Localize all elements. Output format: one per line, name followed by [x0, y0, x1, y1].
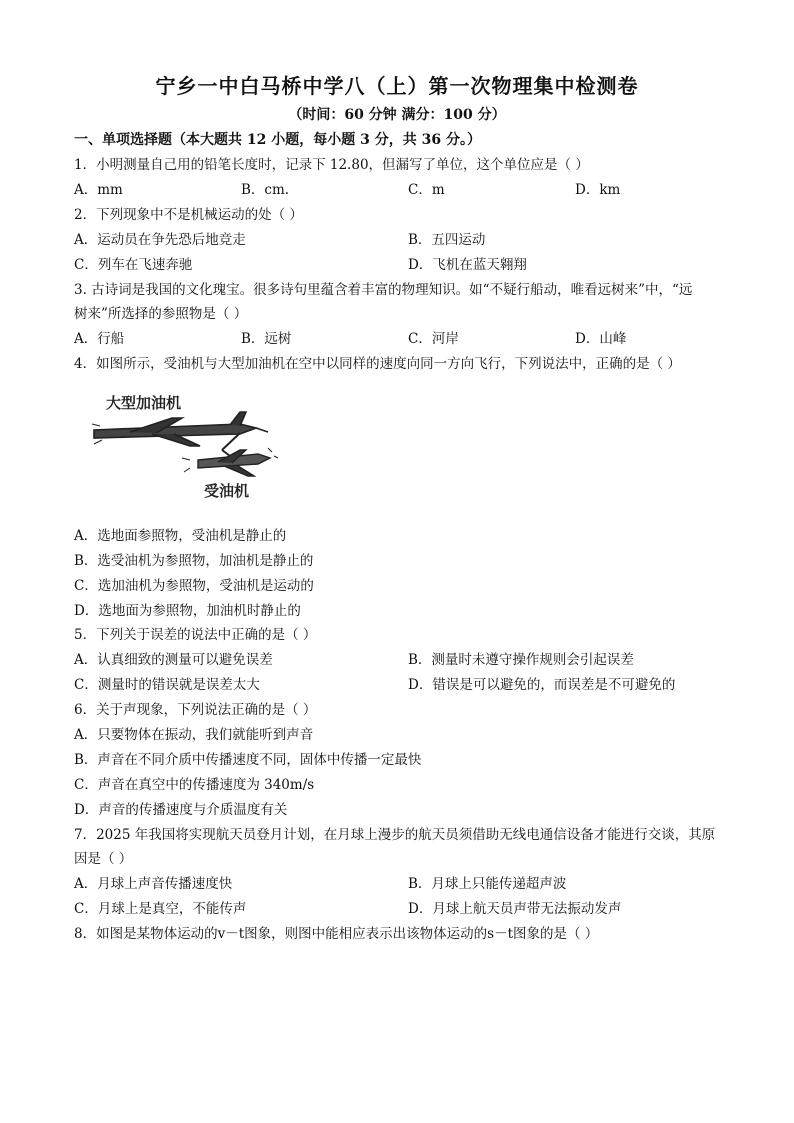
question-1-option-c: C．m	[408, 182, 445, 198]
question-3-stem-line-2: 树来”所选择的参照物是（ ）	[74, 306, 248, 322]
exam-title: 宁乡一中白马桥中学八（上）第一次物理集中检测卷	[155, 74, 639, 98]
question-3-option-b: B．远树	[241, 331, 292, 347]
question-6-option-b: B．声音在不同介质中传播速度不同，固体中传播一定最快	[74, 752, 422, 768]
question-3-stem-line-1: 3. 古诗词是我国的文化瑰宝。很多诗句里蕴含着丰富的物理知识。如“不疑行船动，唯看远树来”中，“远	[74, 282, 693, 298]
question-7-option-c: C．月球上是真空，不能传声	[74, 901, 247, 917]
question-6-option-d: D．声音的传播速度与介质温度有关	[74, 802, 288, 818]
question-7-option-a: A．月球上声音传播速度快	[74, 876, 233, 892]
question-1-option-a: A．mm	[74, 182, 123, 198]
tanker-aircraft-icon	[92, 412, 268, 450]
question-7-option-b: B．月球上只能传递超声波	[408, 876, 567, 892]
question-7-stem-line-2: 因是（ ）	[74, 851, 133, 867]
section-heading: 一、单项选择题（本大题共 12 小题，每小题 3 分，共 36 分。）	[74, 132, 481, 148]
question-4-option-c: C．选加油机为参照物，受油机是运动的	[74, 578, 314, 594]
receiver-aircraft-icon	[182, 448, 278, 476]
question-2-option-b: B．五四运动	[408, 232, 486, 248]
figure-label-receiver: 受油机	[204, 482, 250, 500]
question-2-stem: 2．下列现象中不是机械运动的处（ ）	[74, 207, 303, 223]
question-1-option-d: D．km	[575, 182, 621, 198]
question-5-option-d: D．错误是可以避免的，而误差是不可避免的	[408, 677, 676, 693]
question-5-option-b: B．测量时未遵守操作规则会引起误差	[408, 652, 634, 668]
question-2-option-a: A．运动员在争先恐后地竞走	[74, 232, 246, 248]
question-1-stem: 1．小明测量自己用的铅笔长度时，记录下 12.80，但漏写了单位，这个单位应是（ ）	[74, 157, 589, 173]
question-6-option-a: A．只要物体在振动，我们就能听到声音	[74, 727, 314, 743]
question-4-option-d: D．选地面为参照物，加油机时静止的	[74, 603, 301, 619]
question-2-option-d: D．飞机在蓝天翱翔	[408, 257, 527, 273]
question-6-stem: 6．关于声现象，下列说法正确的是（ ）	[74, 702, 317, 718]
question-7-stem-line-1: 7．2025 年我国将实现航天员登月计划，在月球上漫步的航天员须借助无线电通信设备才能进行交谈，其原	[74, 827, 716, 843]
question-4-stem: 4．如图所示，受油机与大型加油机在空中以同样的速度向同一方向飞行，下列说法中，正确的是（ ）	[74, 356, 681, 372]
question-7-option-d: D．月球上航天员声带无法振动发声	[408, 901, 622, 917]
question-8-stem: 8．如图是某物体运动的v－t图象，则图中能相应表示出该物体运动的s－t图象的是（ ）	[74, 926, 599, 942]
exam-subtitle: （时间：60 分钟 满分：100 分）	[288, 107, 506, 123]
question-4-option-a: A．选地面参照物，受油机是静止的	[74, 528, 287, 544]
question-5-option-c: C．测量时的错误就是误差太大	[74, 677, 260, 693]
question-4-option-b: B．选受油机为参照物，加油机是静止的	[74, 553, 314, 569]
question-1-option-b: B．cm.	[241, 182, 290, 198]
question-3-option-c: C．河岸	[408, 331, 459, 347]
question-5-option-a: A．认真细致的测量可以避免误差	[74, 652, 273, 668]
question-2-option-c: C．列车在飞速奔驰	[74, 257, 193, 273]
question-6-option-c: C．声音在真空中的传播速度为 340m/s	[74, 777, 315, 793]
question-3-option-a: A．行船	[74, 331, 125, 347]
question-3-option-d: D．山峰	[575, 331, 627, 347]
figure-label-tanker: 大型加油机	[106, 394, 182, 412]
refueling-aircraft-figure	[90, 388, 280, 506]
question-5-stem: 5．下列关于误差的说法中正确的是（ ）	[74, 627, 317, 643]
